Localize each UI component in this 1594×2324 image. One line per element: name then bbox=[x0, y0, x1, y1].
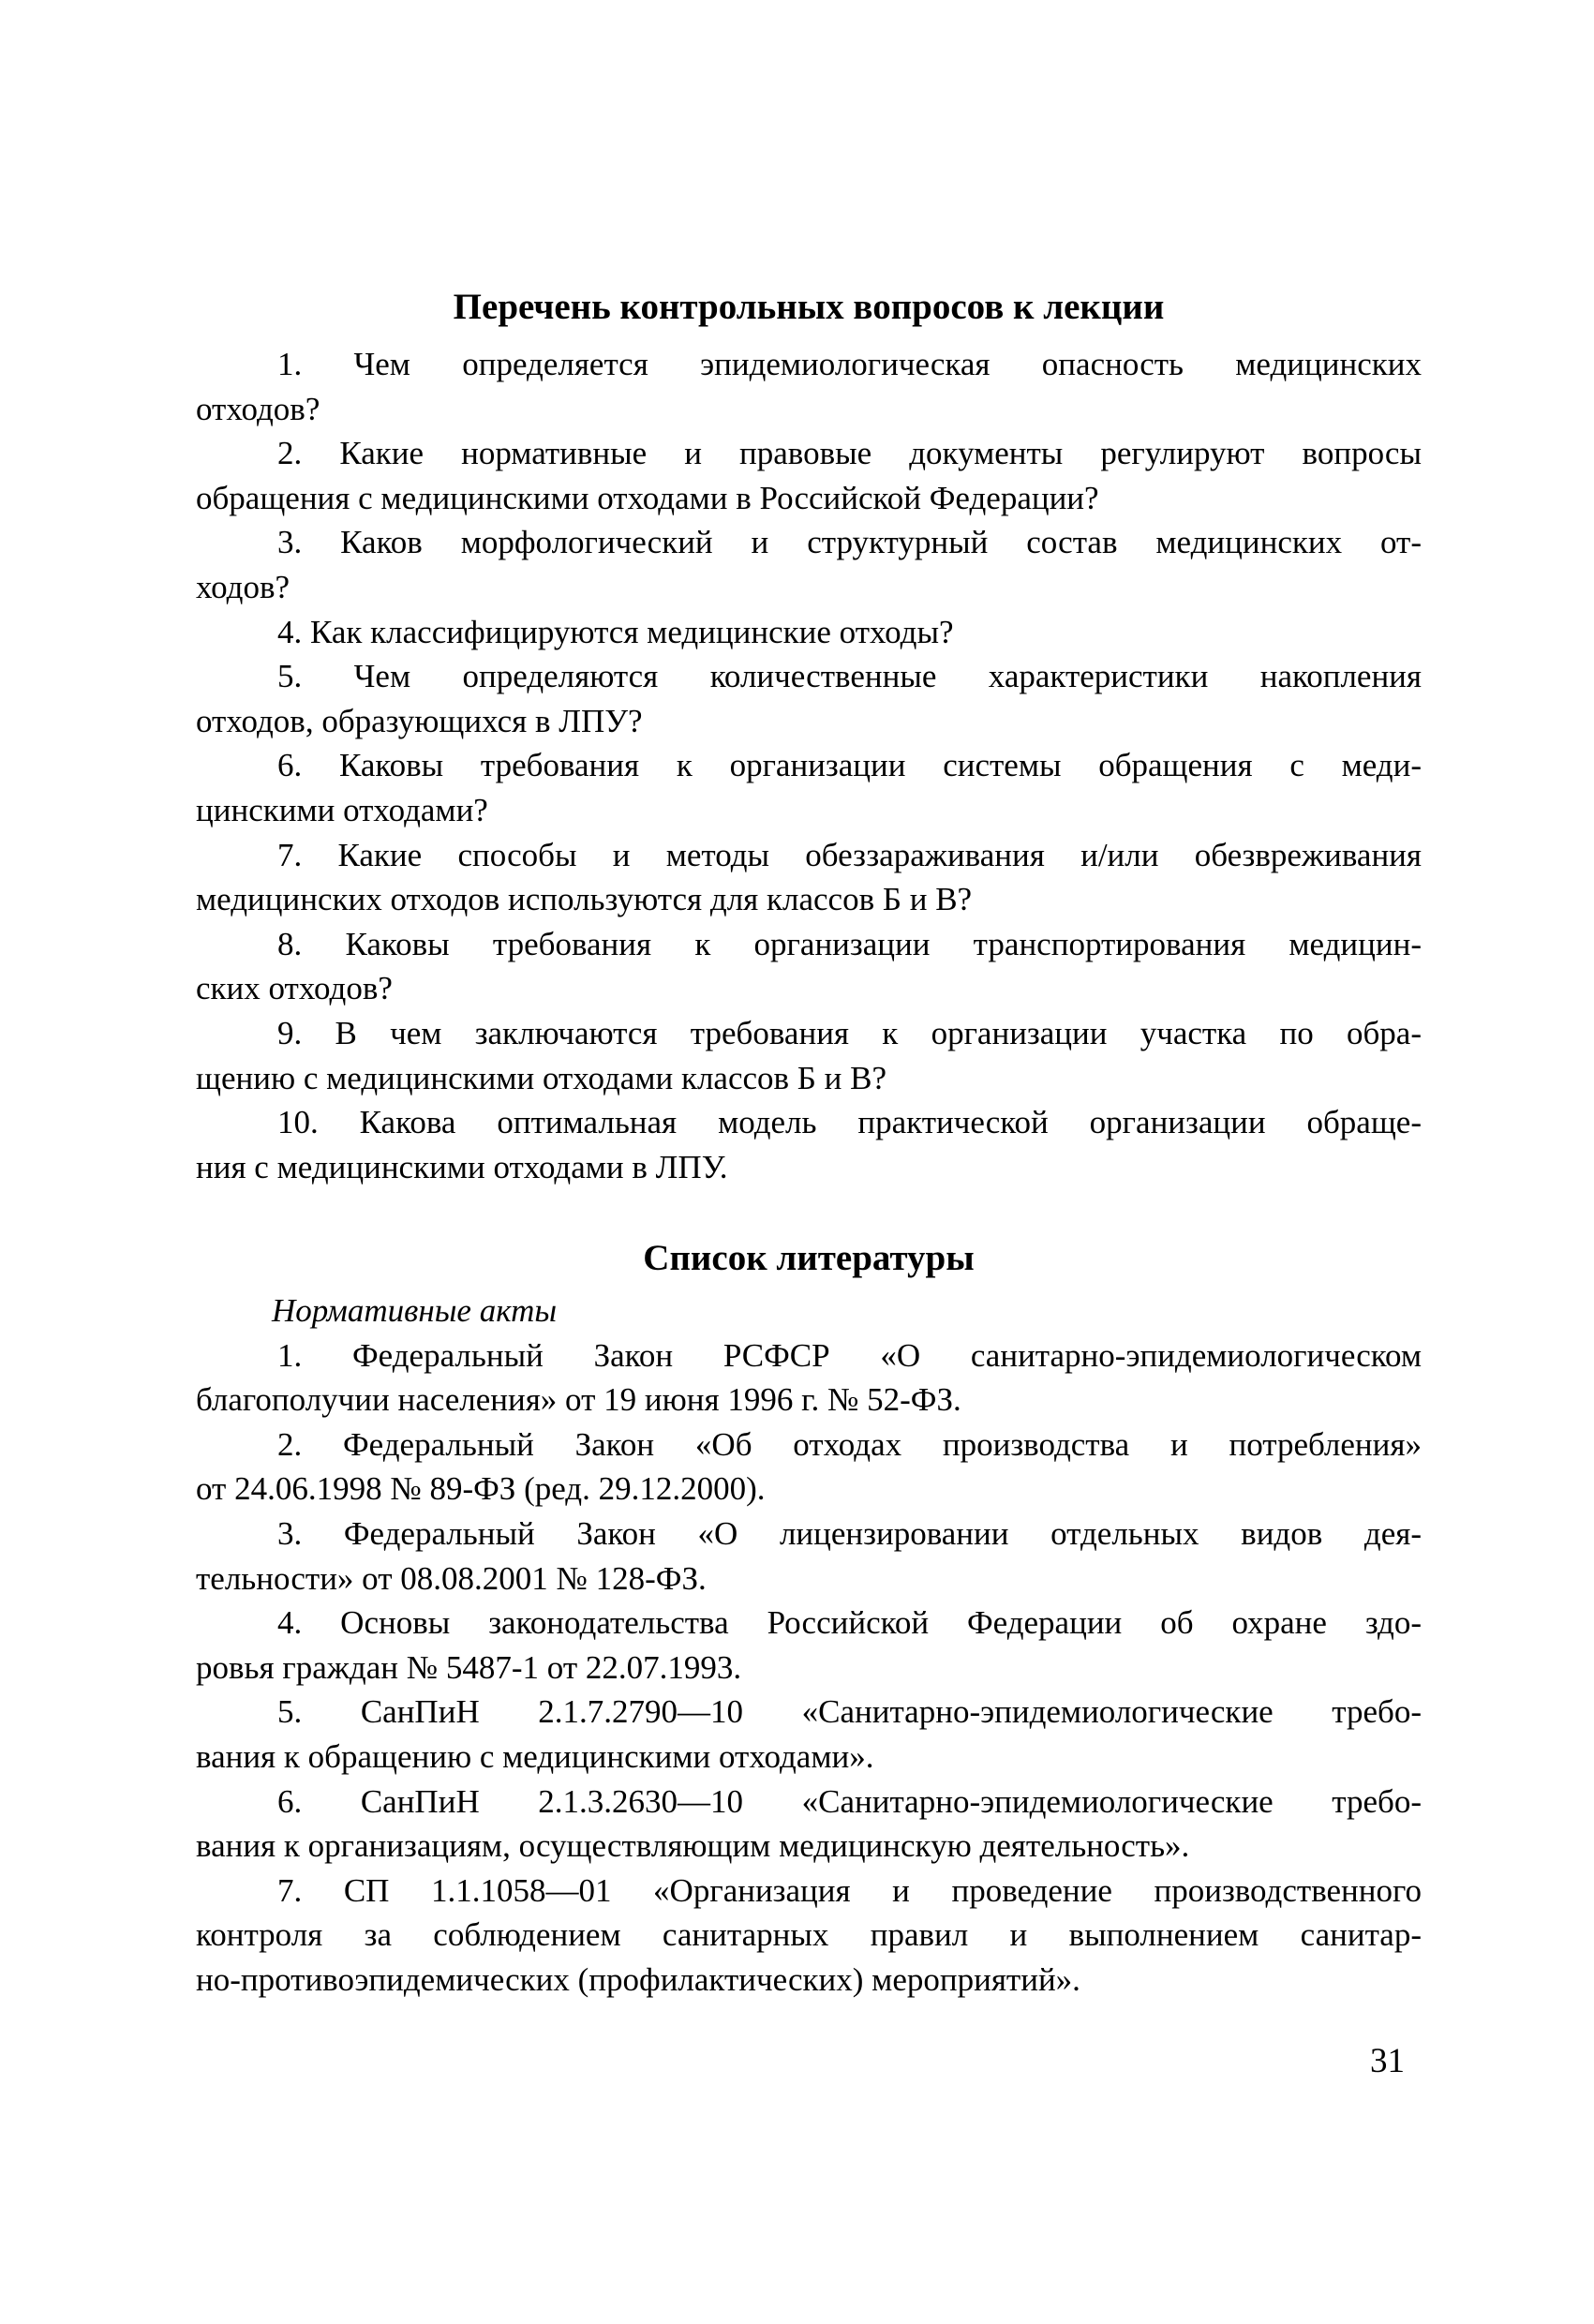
question-item bbox=[196, 743, 1422, 832]
text-line: 7. СП 1.1.1058—01 «Организация и проведение производственного bbox=[277, 1871, 1422, 1909]
literature-subheading: Нормативные акты bbox=[272, 1292, 558, 1329]
text-line: 2. Федеральный Закон «Об отходах производства и потребления» bbox=[277, 1425, 1422, 1463]
text-line: 5. Чем определяются количественные характеристики накопления bbox=[277, 658, 1422, 695]
text-line: вания к организациям, осуществляющим медицинскую деятельность». bbox=[196, 1827, 1190, 1865]
question-item bbox=[196, 610, 1422, 655]
text-line: цинскими отходами? bbox=[196, 791, 488, 828]
text-line: 4. Основы законодательства Российской Федерации об охране здо- bbox=[277, 1604, 1422, 1642]
reference-item bbox=[196, 1690, 1422, 1779]
question-item bbox=[196, 1100, 1422, 1189]
question-item bbox=[196, 654, 1422, 743]
question-item bbox=[196, 342, 1422, 431]
questions-heading: Перечень контрольных вопросов к лекции bbox=[453, 287, 1165, 327]
text-line: отходов, образующихся в ЛПУ? bbox=[196, 702, 643, 739]
text-line: 6. Каковы требования к организации системы обращения с меди- bbox=[277, 747, 1422, 784]
text-line: 9. В чем заключаются требования к организации участка по обра- bbox=[277, 1014, 1422, 1051]
reference-item bbox=[196, 1601, 1422, 1690]
text-line: обращения с медицинскими отходами в Российской Федерации? bbox=[196, 479, 1099, 516]
text-line: 1. Федеральный Закон РСФСР «О санитарно-эпидемиологическом bbox=[277, 1336, 1422, 1374]
literature-section bbox=[196, 1236, 1422, 2003]
text-line: ских отходов? bbox=[196, 970, 393, 1007]
question-item bbox=[196, 922, 1422, 1011]
reference-item bbox=[196, 1780, 1422, 1869]
reference-item bbox=[196, 1869, 1422, 2003]
reference-item bbox=[196, 1333, 1422, 1423]
text-line: медицинских отходов используются для классов Б и В? bbox=[196, 881, 973, 918]
text-line: 7. Какие способы и методы обеззараживания и/или обезвреживания bbox=[277, 836, 1422, 873]
text-line: контроля за соблюдением санитарных правил и выполнением санитар- bbox=[196, 1916, 1422, 1954]
text-line: 8. Каковы требования к организации транспортирования медицин- bbox=[277, 925, 1422, 962]
text-line: 6. СанПиН 2.1.3.2630—10 «Санитарно-эпидемиологические требо- bbox=[277, 1782, 1422, 1820]
text-line: отходов? bbox=[196, 390, 320, 427]
reference-item bbox=[196, 1512, 1422, 1601]
text-line: 2. Какие нормативные и правовые документы регулируют вопросы bbox=[277, 435, 1422, 472]
question-item bbox=[196, 833, 1422, 922]
text-line: от 24.06.1998 № 89-ФЗ (ред. 29.12.2000). bbox=[196, 1470, 766, 1508]
literature-heading: Список литературы bbox=[643, 1238, 975, 1278]
text-line: 4. Как классифицируются медицинские отходы? bbox=[277, 613, 954, 650]
text-line: но-противоэпидемических (профилактических) мероприятий». bbox=[196, 1960, 1080, 1998]
text-line: тельности» от 08.08.2001 № 128-ФЗ. bbox=[196, 1559, 707, 1597]
text-line: ровья граждан № 5487-1 от 22.07.1993. bbox=[196, 1648, 742, 1686]
text-line: ходов? bbox=[196, 568, 290, 605]
page-number: 31 bbox=[1370, 2042, 1405, 2080]
question-item bbox=[196, 1011, 1422, 1100]
text-line: 5. СанПиН 2.1.7.2790—10 «Санитарно-эпидемиологические требо- bbox=[277, 1693, 1422, 1731]
text-line: 1. Чем определяется эпидемиологическая опасность медицинских bbox=[277, 346, 1422, 382]
text-line: вания к обращению с медицинскими отходами». bbox=[196, 1737, 874, 1775]
questions-section bbox=[196, 285, 1422, 1189]
text-line: 3. Федеральный Закон «О лицензировании отдельных видов дея- bbox=[277, 1514, 1422, 1552]
literature-list bbox=[196, 1333, 1422, 2003]
text-line: ния с медицинскими отходами в ЛПУ. bbox=[196, 1148, 728, 1185]
question-item bbox=[196, 520, 1422, 609]
questions-list bbox=[196, 342, 1422, 1189]
question-item bbox=[196, 431, 1422, 520]
text-line: щению с медицинскими отходами классов Б и В? bbox=[196, 1059, 886, 1096]
text-line: 10. Какова оптимальная модель практической организации обраще- bbox=[277, 1104, 1422, 1141]
text-line: благополучии населения» от 19 июня 1996 г. № 52-ФЗ. bbox=[196, 1381, 961, 1419]
text-line: 3. Каков морфологический и структурный состав медицинских от- bbox=[277, 524, 1422, 561]
reference-item bbox=[196, 1423, 1422, 1512]
